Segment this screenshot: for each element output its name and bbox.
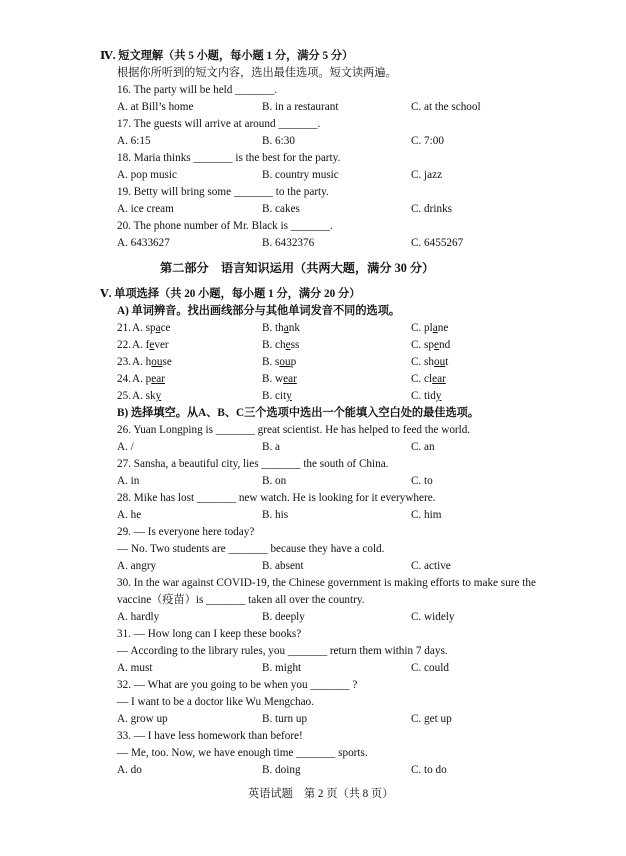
options-19: [0, 201, 626, 218]
option-c[interactable]: C. an: [411, 441, 435, 453]
question-23: 23. A. house B. soup C. shout: [0, 354, 626, 371]
option-a[interactable]: A. must: [117, 662, 153, 674]
question-33: 33. — I have less homework than before!: [117, 730, 303, 742]
option-a[interactable]: A. angry: [117, 560, 157, 572]
option-c[interactable]: C. could: [411, 662, 449, 674]
question-16: 16. The party will be held _______.: [117, 84, 278, 96]
option-a[interactable]: A. 6:15: [117, 135, 151, 147]
question-29: 29. — Is everyone here today?: [117, 526, 255, 538]
options-27: [0, 473, 626, 490]
page-footer: 英语试题 第 2 页（共 8 页）: [248, 788, 394, 800]
option-c[interactable]: C. to do: [411, 764, 447, 776]
option-b[interactable]: B. cakes: [262, 203, 300, 215]
question-18: 18. Maria thinks _______ is the best for the party.: [117, 152, 341, 164]
question-32: 32. — What are you going to be when you _______ ?: [117, 679, 358, 691]
question-30: 30. In the war against COVID-19, the Chinese government is making efforts to make sure the: [117, 577, 536, 589]
option-c[interactable]: C. get up: [411, 713, 452, 725]
option-b[interactable]: B. deeply: [262, 611, 305, 623]
option-c[interactable]: C. to: [411, 475, 433, 487]
question-22: 22. A. fever B. chess C. spend: [0, 337, 626, 354]
question-20: 20. The phone number of Mr. Black is _______.: [117, 220, 333, 232]
option-a[interactable]: A. fever: [132, 339, 169, 351]
option-a[interactable]: A. grow up: [117, 713, 168, 725]
option-c[interactable]: C. spend: [411, 339, 451, 351]
option-a[interactable]: A. pear: [132, 373, 165, 385]
option-c[interactable]: C. 6455267: [411, 237, 464, 249]
question-31-reply: — According to the library rules, you _______ return them within 7 days.: [117, 645, 448, 657]
option-b[interactable]: B. country music: [262, 169, 339, 181]
option-a[interactable]: A. sky: [132, 390, 162, 402]
section5-sub-a: A) 单词辨音。找出画线部分与其他单词发音不同的选项。: [117, 305, 401, 317]
option-a[interactable]: A. he: [117, 509, 142, 521]
option-a[interactable]: A. at Bill’s home: [117, 101, 194, 113]
question-19: 19. Betty will bring some _______ to the party.: [117, 186, 329, 198]
options-20: [0, 235, 626, 252]
option-b[interactable]: B. might: [262, 662, 302, 674]
options-17: [0, 133, 626, 150]
option-b[interactable]: B. thank: [262, 322, 300, 334]
option-b[interactable]: B. doing: [262, 764, 301, 776]
option-b[interactable]: B. city: [262, 390, 292, 402]
option-c[interactable]: C. him: [411, 509, 442, 521]
option-b[interactable]: B. absent: [262, 560, 304, 572]
option-c[interactable]: C. at the school: [411, 101, 481, 113]
option-b[interactable]: B. 6:30: [262, 135, 295, 147]
option-b[interactable]: B. his: [262, 509, 289, 521]
option-b[interactable]: B. a: [262, 441, 281, 453]
option-a[interactable]: A. 6433627: [117, 237, 170, 249]
option-a[interactable]: A. in: [117, 475, 140, 487]
options-28: [0, 507, 626, 524]
option-b[interactable]: B. chess: [262, 339, 300, 351]
section5-sub-b: B) 选择填空。从A、B、C三个选项中选出一个能填入空白处的最佳选项。: [117, 407, 480, 419]
question-24: 24. A. pear B. wear C. clear: [0, 371, 626, 388]
option-a[interactable]: A. pop music: [117, 169, 177, 181]
part2-title: 第二部分 语言知识运用（共两大题，满分 30 分）: [160, 261, 435, 275]
option-a[interactable]: A. do: [117, 764, 142, 776]
option-a[interactable]: A. ice cream: [117, 203, 174, 215]
options-16: [0, 99, 626, 116]
question-32-reply: — I want to be a doctor like Wu Mengchao.: [117, 696, 314, 708]
section4-heading: Ⅳ. 短文理解（共 5 小题，每小题 1 分，满分 5 分）: [100, 50, 354, 62]
options-33: [0, 762, 626, 779]
question-29-reply: — No. Two students are _______ because they have a cold.: [117, 543, 385, 555]
question-21: 21. A. space B. thank C. plane: [0, 320, 626, 337]
section5-heading: Ⅴ. 单项选择（共 20 小题，每小题 1 分，满分 20 分）: [100, 288, 361, 300]
question-17: 17. The guests will arrive at around _______.: [117, 118, 321, 130]
options-31: [0, 660, 626, 677]
section4-instruction: 根据你所听到的短文内容，选出最佳选项。短文读两遍。: [117, 67, 397, 79]
question-26: 26. Yuan Longping is _______ great scientist. He has helped to feed the world.: [117, 424, 471, 436]
options-30: [0, 609, 626, 626]
question-28: 28. Mike has lost _______ new watch. He is looking for it everywhere.: [117, 492, 436, 504]
option-c[interactable]: C. plane: [411, 322, 449, 334]
option-c[interactable]: C. tidy: [411, 390, 442, 402]
options-29: [0, 558, 626, 575]
question-31: 31. — How long can I keep these books?: [117, 628, 302, 640]
option-a[interactable]: A. hardly: [117, 611, 160, 623]
option-a[interactable]: A. space: [132, 322, 171, 334]
option-b[interactable]: B. 6432376: [262, 237, 315, 249]
option-b[interactable]: B. turn up: [262, 713, 308, 725]
option-c[interactable]: C. widely: [411, 611, 455, 623]
option-a[interactable]: A. house: [132, 356, 172, 368]
option-c[interactable]: C. clear: [411, 373, 446, 385]
option-c[interactable]: C. shout: [411, 356, 449, 368]
option-b[interactable]: B. wear: [262, 373, 297, 385]
option-b[interactable]: B. on: [262, 475, 287, 487]
question-30-cont: vaccine（疫苗）is _______ taken all over the country.: [117, 594, 365, 606]
option-c[interactable]: C. active: [411, 560, 451, 572]
options-18: [0, 167, 626, 184]
options-32: [0, 711, 626, 728]
question-33-reply: — Me, too. Now, we have enough time _______ sports.: [117, 747, 368, 759]
option-c[interactable]: C. jazz: [411, 169, 443, 181]
option-c[interactable]: C. 7:00: [411, 135, 444, 147]
option-b[interactable]: B. in a restaurant: [262, 101, 339, 113]
option-a[interactable]: A. /: [117, 441, 134, 453]
option-b[interactable]: B. soup: [262, 356, 297, 368]
question-27: 27. Sansha, a beautiful city, lies _______ the south of China.: [117, 458, 389, 470]
option-c[interactable]: C. drinks: [411, 203, 453, 215]
options-26: [0, 439, 626, 456]
question-25: 25. A. sky B. city C. tidy: [0, 388, 626, 405]
